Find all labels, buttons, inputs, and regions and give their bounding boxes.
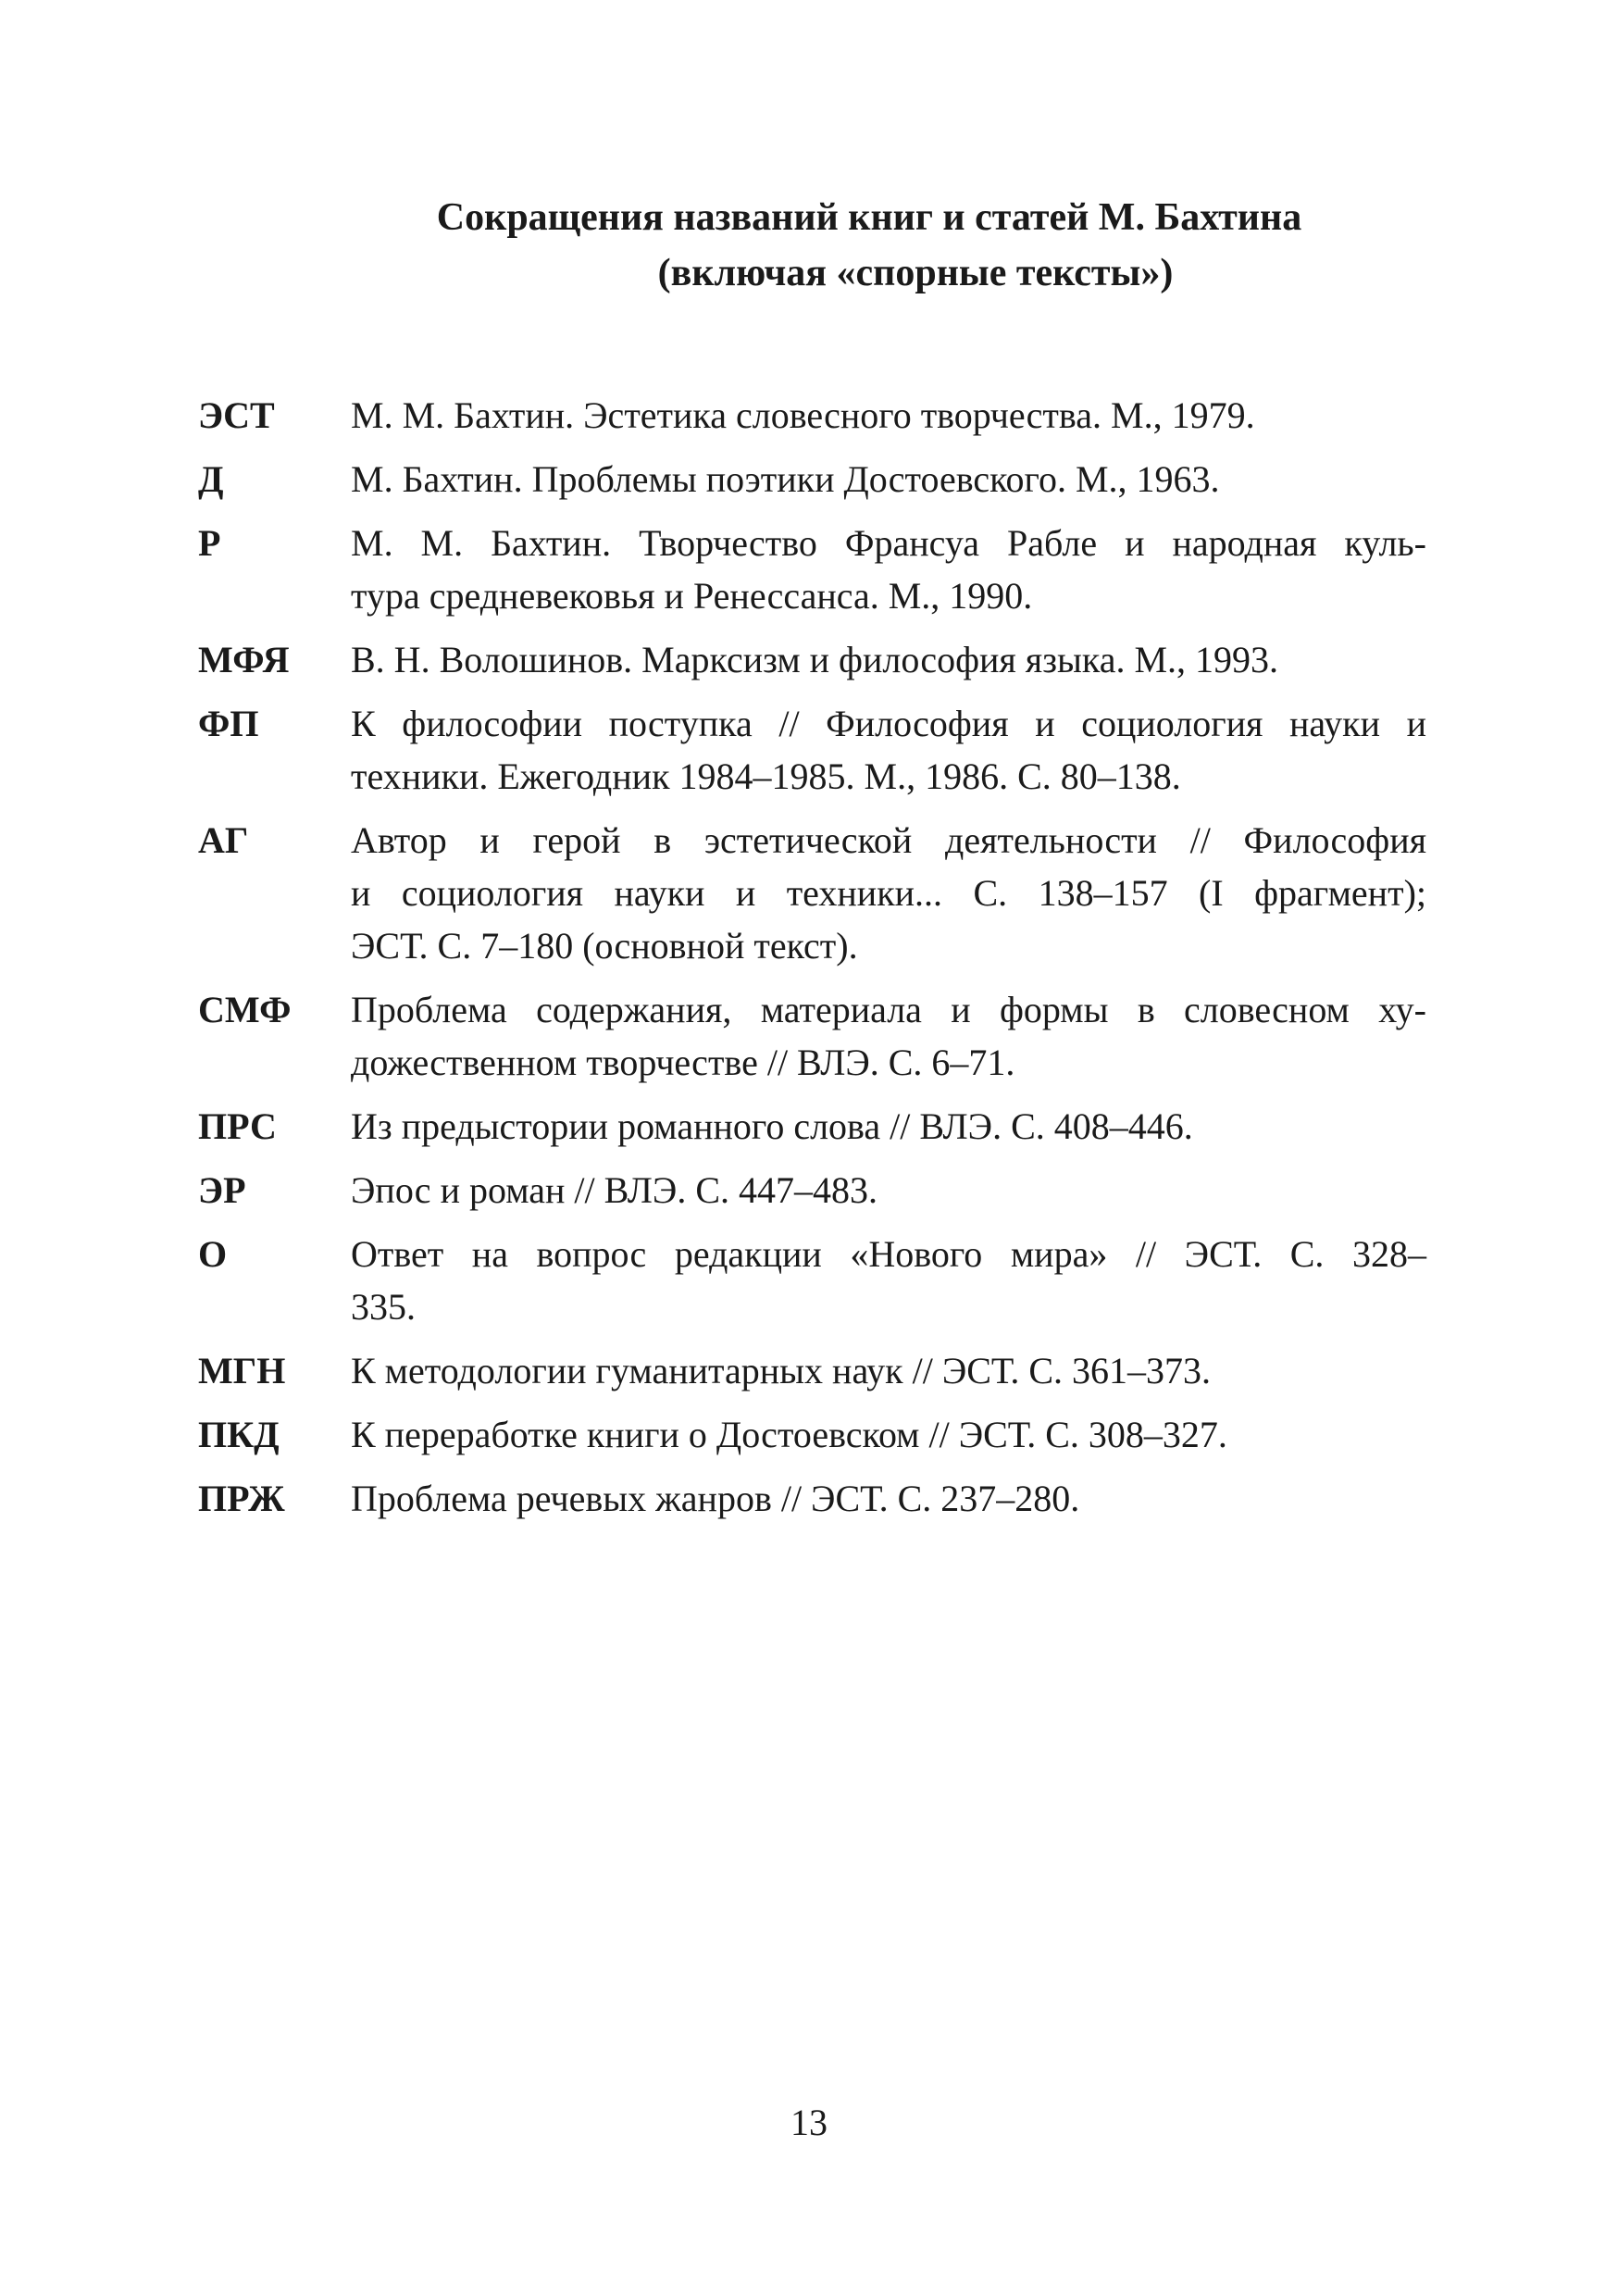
abbreviation-list bbox=[198, 389, 1448, 1536]
citation bbox=[351, 1472, 1426, 1525]
citation bbox=[351, 814, 1426, 972]
citation-line: К переработке книги о Достоевском // ЭСТ. С. 308–327. bbox=[351, 1414, 1227, 1455]
citation-line: Проблема речевых жанров // ЭСТ. С. 237–280. bbox=[351, 1478, 1080, 1519]
list-item bbox=[198, 1472, 1448, 1525]
abbreviation: ЭР bbox=[198, 1169, 246, 1211]
abbreviation: ПРЖ bbox=[198, 1478, 285, 1519]
citation-line: и социология науки и техники... С. 138–157 (I фрагмент); bbox=[351, 872, 1426, 914]
abbreviation: Р bbox=[198, 522, 221, 564]
citation-line: техники. Ежегодник 1984–1985. М., 1986. С. 80–138. bbox=[351, 755, 1181, 797]
page-title bbox=[0, 190, 1618, 301]
list-item bbox=[198, 983, 1448, 1089]
list-item bbox=[198, 453, 1448, 505]
citation-line: Эпос и роман // ВЛЭ. С. 447–483. bbox=[351, 1169, 878, 1211]
list-item bbox=[198, 1164, 1448, 1217]
citation bbox=[351, 1228, 1426, 1333]
citation-line: М. М. Бахтин. Творчество Франсуа Рабле и народная куль- bbox=[351, 522, 1426, 564]
citation bbox=[351, 1100, 1426, 1153]
list-item bbox=[198, 1228, 1448, 1333]
abbreviation: ФП bbox=[198, 703, 259, 744]
citation bbox=[351, 697, 1426, 803]
citation-line: К методологии гуманитарных наук // ЭСТ. С. 361–373. bbox=[351, 1350, 1212, 1391]
citation-line: Ответ на вопрос редакции «Нового мира» // ЭСТ. С. 328– bbox=[351, 1233, 1426, 1275]
citation bbox=[351, 389, 1426, 442]
citation-line: дожественном творчестве // ВЛЭ. С. 6–71. bbox=[351, 1042, 1015, 1083]
citation bbox=[351, 633, 1426, 686]
citation bbox=[351, 1344, 1426, 1397]
list-item bbox=[198, 1344, 1448, 1397]
abbreviation: АГ bbox=[198, 819, 249, 861]
list-item bbox=[198, 697, 1448, 803]
citation-line: тура средневековья и Ренессанса. М., 1990. bbox=[351, 575, 1033, 617]
citation-line: ЭСТ. С. 7–180 (основной текст). bbox=[351, 925, 858, 967]
citation bbox=[351, 1164, 1426, 1217]
citation-line: М. М. Бахтин. Эстетика словесного творчества. М., 1979. bbox=[351, 394, 1255, 436]
citation bbox=[351, 453, 1426, 505]
citation bbox=[351, 983, 1426, 1089]
list-item bbox=[198, 1100, 1448, 1153]
abbreviation: ЭСТ bbox=[198, 394, 275, 436]
abbreviation: МГН bbox=[198, 1350, 286, 1391]
citation-line: Автор и герой в эстетической деятельности // Философия bbox=[351, 819, 1426, 861]
citation-line: К философии поступка // Философия и социология науки и bbox=[351, 703, 1426, 744]
abbreviation: Д bbox=[198, 458, 224, 500]
title-line-2: (включая «спорные тексты») bbox=[657, 252, 1174, 294]
citation bbox=[351, 1408, 1426, 1461]
citation-line: Проблема содержания, материала и формы в словесном ху- bbox=[351, 989, 1426, 1030]
abbreviation: О bbox=[198, 1233, 228, 1275]
abbreviation: МФЯ bbox=[198, 639, 290, 680]
title-line-1: Сокращения названий книг и статей М. Бахтина bbox=[436, 196, 1302, 239]
abbreviation: ПКД bbox=[198, 1414, 280, 1455]
list-item bbox=[198, 1408, 1448, 1461]
citation-line: Из предыстории романного слова // ВЛЭ. С. 408–446. bbox=[351, 1105, 1193, 1147]
citation-line: 335. bbox=[351, 1286, 416, 1328]
abbreviation: ПРС bbox=[198, 1105, 277, 1147]
list-item bbox=[198, 389, 1448, 442]
list-item bbox=[198, 633, 1448, 686]
citation-line: М. Бахтин. Проблемы поэтики Достоевского. М., 1963. bbox=[351, 458, 1220, 500]
citation bbox=[351, 517, 1426, 622]
abbreviation: СМФ bbox=[198, 989, 292, 1030]
page-number: 13 bbox=[790, 2102, 828, 2143]
citation-line: В. Н. Волошинов. Марксизм и философия языка. М., 1993. bbox=[351, 639, 1279, 680]
list-item bbox=[198, 517, 1448, 622]
list-item bbox=[198, 814, 1448, 972]
